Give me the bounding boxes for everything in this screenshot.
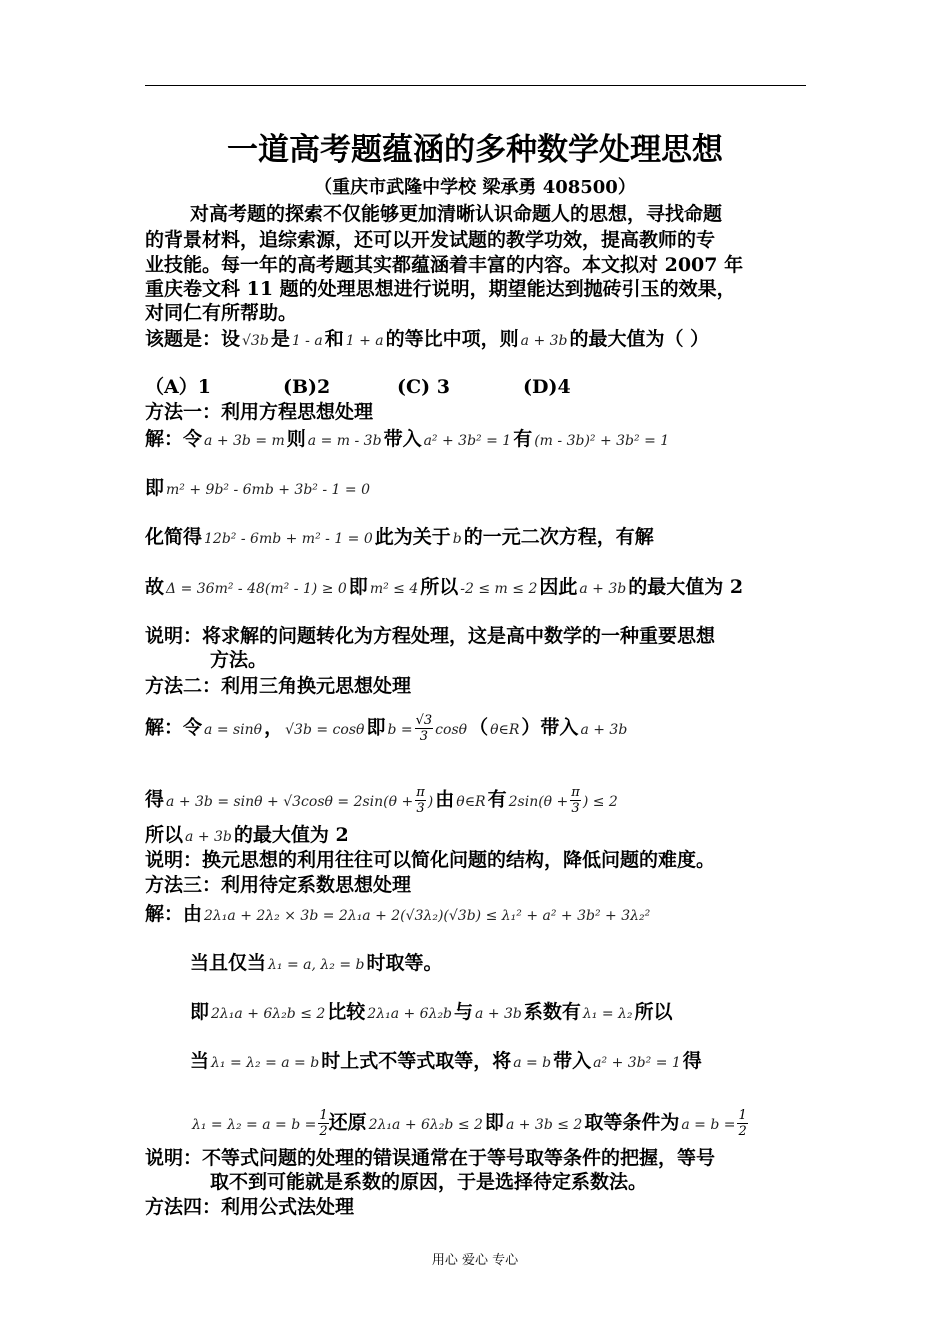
formula: b = xyxy=(387,721,413,738)
formula: 2λ₁a + 6λ₂b xyxy=(367,1006,453,1022)
denominator: 2 xyxy=(738,1124,747,1139)
formula: 1 + a xyxy=(345,333,384,349)
method-3-note: 说明：不等式问题的处理的错误通常在于等号取等条件的把握，等号 xyxy=(145,1147,716,1169)
text: 因此 xyxy=(539,576,578,598)
text: 解：令 xyxy=(145,716,203,739)
formula: m² + 9b² - 6mb + 3b² - 1 = 0 xyxy=(166,482,370,498)
fraction xyxy=(318,1108,328,1139)
text: 即 xyxy=(145,477,165,499)
formula: θ∈R xyxy=(456,793,486,810)
method-3-step xyxy=(190,951,442,977)
method-3-step xyxy=(145,902,652,928)
text: 与 xyxy=(454,1001,474,1023)
formula: 2sin(θ + xyxy=(508,793,569,810)
intro-line: 重庆卷文科 11 题的处理思想进行说明，期望能达到抛砖引玉的效果， xyxy=(145,278,736,300)
formula: θ∈R xyxy=(490,721,520,738)
option-b: (B)2 xyxy=(283,376,331,398)
method-3-step xyxy=(190,1049,702,1075)
formula: a = m - 3b xyxy=(307,433,382,449)
formula: a + 3b = m xyxy=(204,433,285,449)
formula: a + 3b = sinθ + √3cosθ = 2sin(θ + xyxy=(166,793,414,810)
text: 得 xyxy=(682,1050,702,1072)
option-c: (C) 3 xyxy=(397,376,450,398)
denominator: 3 xyxy=(571,801,580,816)
formula: b xyxy=(452,531,462,547)
text: 所以 xyxy=(420,576,459,598)
text: ）带入 xyxy=(521,716,579,739)
formula: a + 3b xyxy=(520,333,568,349)
formula: 2λ₁a + 6λ₂b ≤ 2 xyxy=(211,1006,326,1022)
formula: -2 ≤ m ≤ 2 xyxy=(460,581,538,597)
method-3-heading: 方法三：利用待定系数思想处理 xyxy=(145,874,412,896)
text: 由 xyxy=(435,788,455,811)
page-footer: 用心 爱心 专心 xyxy=(431,1253,519,1268)
text: 时取等。 xyxy=(366,952,443,974)
text: 得 xyxy=(145,788,165,811)
text: 的等比中项，则 xyxy=(385,328,519,350)
text: 当且仅当 xyxy=(190,952,267,974)
text: 的最大值为（ ） xyxy=(569,328,710,350)
text: 当 xyxy=(190,1050,210,1072)
text: 故 xyxy=(145,576,165,598)
method-3-step xyxy=(190,1108,748,1139)
fraction xyxy=(415,785,426,816)
formula: a = b xyxy=(513,1055,552,1071)
formula: a + 3b xyxy=(580,721,628,738)
formula: a² + 3b² = 1 xyxy=(593,1055,681,1071)
fraction xyxy=(570,785,581,816)
option-a: （A）1 xyxy=(145,376,211,398)
numerator: π xyxy=(416,785,425,800)
page-title: 一道高考题蕴涵的多种数学处理思想 xyxy=(227,132,723,168)
text: 和 xyxy=(324,328,344,350)
numerator: 1 xyxy=(319,1108,328,1123)
intro-line: 业技能。每一年的高考题其实都蕴涵着丰富的内容。本文拟对 2007 年 xyxy=(145,254,744,276)
denominator: 3 xyxy=(416,801,425,816)
formula: ) ≤ 2 xyxy=(582,793,618,810)
method-1-heading: 方法一：利用方程思想处理 xyxy=(145,401,374,423)
text: 即 xyxy=(484,1111,504,1134)
text: （ xyxy=(469,716,489,739)
problem-statement xyxy=(145,327,709,353)
text: 有 xyxy=(513,428,533,450)
author-line: （重庆市武隆中学校 梁承勇 408500） xyxy=(314,177,636,198)
text: 取等条件为 xyxy=(584,1111,680,1134)
formula: (m - 3b)² + 3b² = 1 xyxy=(534,433,670,449)
text: 该题是：设 xyxy=(145,328,241,350)
text: 解：令 xyxy=(145,428,203,450)
formula: λ₁ = a, λ₂ = b xyxy=(268,957,365,973)
header-rule xyxy=(145,85,806,86)
method-1-step xyxy=(145,476,372,502)
formula: cosθ xyxy=(435,721,468,738)
intro-line: 对同仁有所帮助。 xyxy=(145,302,298,324)
formula: a + 3b xyxy=(579,581,627,597)
answer-options xyxy=(145,375,571,399)
text: 所以 xyxy=(634,1001,673,1023)
formula: λ₁ = λ₂ = a = b = xyxy=(192,1116,317,1133)
formula: √3b = cosθ xyxy=(285,721,365,738)
numerator: π xyxy=(571,785,580,800)
method-1-step xyxy=(145,427,671,453)
method-1-step xyxy=(145,575,743,601)
method-2-step xyxy=(145,785,620,816)
text: ， xyxy=(264,716,284,739)
formula: 12b² - 6mb + m² - 1 = 0 xyxy=(204,531,373,547)
text: 比较 xyxy=(327,1001,366,1023)
formula: a = b = xyxy=(681,1116,736,1133)
denominator: 2 xyxy=(319,1124,328,1139)
text: 的最大值为 2 xyxy=(628,576,744,598)
formula: 2λ₁a + 6λ₂b ≤ 2 xyxy=(368,1116,483,1133)
formula: a + 3b xyxy=(475,1006,522,1022)
method-3-step xyxy=(190,1000,673,1026)
formula: λ₁ = λ₂ = a = b xyxy=(211,1055,320,1071)
intro-line: 对高考题的探索不仅能够更加清晰认识命题人的思想，寻找命题 xyxy=(190,203,723,225)
formula: λ₁ = λ₂ xyxy=(582,1006,633,1022)
formula: m² ≤ 4 xyxy=(369,581,419,597)
fraction xyxy=(415,713,434,744)
text: 是 xyxy=(270,328,290,350)
method-3-note: 取不到可能就是系数的原因，于是选择待定系数法。 xyxy=(210,1171,648,1193)
method-1-note: 说明：将求解的问题转化为方程处理，这是高中数学的一种重要思想 xyxy=(145,625,716,647)
method-2-step xyxy=(145,823,349,849)
text: 带入 xyxy=(553,1050,592,1072)
formula: Δ = 36m² - 48(m² - 1) ≥ 0 xyxy=(166,581,347,597)
text: 化简得 xyxy=(145,526,203,548)
formula: √3b xyxy=(242,333,269,349)
formula: 1 - a xyxy=(291,333,323,349)
method-2-heading: 方法二：利用三角换元思想处理 xyxy=(145,675,412,697)
text: 时上式不等式取等，将 xyxy=(321,1050,512,1072)
text: 即 xyxy=(348,576,368,598)
text: 解：由 xyxy=(145,903,203,925)
method-2-note: 说明：换元思想的利用往往可以简化问题的结构，降低问题的难度。 xyxy=(145,849,716,871)
text: 有 xyxy=(487,788,507,811)
intro-line: 的背景材料，追综索源，还可以开发试题的教学功效，提高教师的专 xyxy=(145,229,716,251)
text: 还原 xyxy=(328,1111,367,1134)
text: 即 xyxy=(190,1001,210,1023)
text: 带入 xyxy=(383,428,422,450)
text: 则 xyxy=(286,428,306,450)
formula: a = sinθ xyxy=(204,721,263,738)
method-1-note: 方法。 xyxy=(210,649,268,671)
text: 的一元二次方程，有解 xyxy=(463,526,654,548)
formula: 2λ₁a + 2λ₂ × 3b = 2λ₁a + 2(√3λ₂)(√3b) ≤ λ₁² + a² + 3b² + 3λ₂² xyxy=(204,908,651,924)
method-1-step xyxy=(145,525,654,551)
formula: a² + 3b² = 1 xyxy=(423,433,512,449)
numerator: 1 xyxy=(738,1108,747,1123)
formula: a + 3b xyxy=(185,829,232,845)
method-2-step xyxy=(145,713,629,744)
denominator: 3 xyxy=(419,729,429,744)
formula: ) xyxy=(427,793,434,810)
text: 系数有 xyxy=(523,1001,581,1023)
text: 所以 xyxy=(145,824,184,846)
formula: a + 3b ≤ 2 xyxy=(505,1116,583,1133)
text: 此为关于 xyxy=(374,526,451,548)
method-4-heading: 方法四：利用公式法处理 xyxy=(145,1196,355,1218)
fraction xyxy=(737,1108,747,1139)
text: 的最大值为 2 xyxy=(233,824,349,846)
numerator: √3 xyxy=(415,713,433,728)
text: 即 xyxy=(366,716,386,739)
option-d: (D)4 xyxy=(523,376,571,398)
